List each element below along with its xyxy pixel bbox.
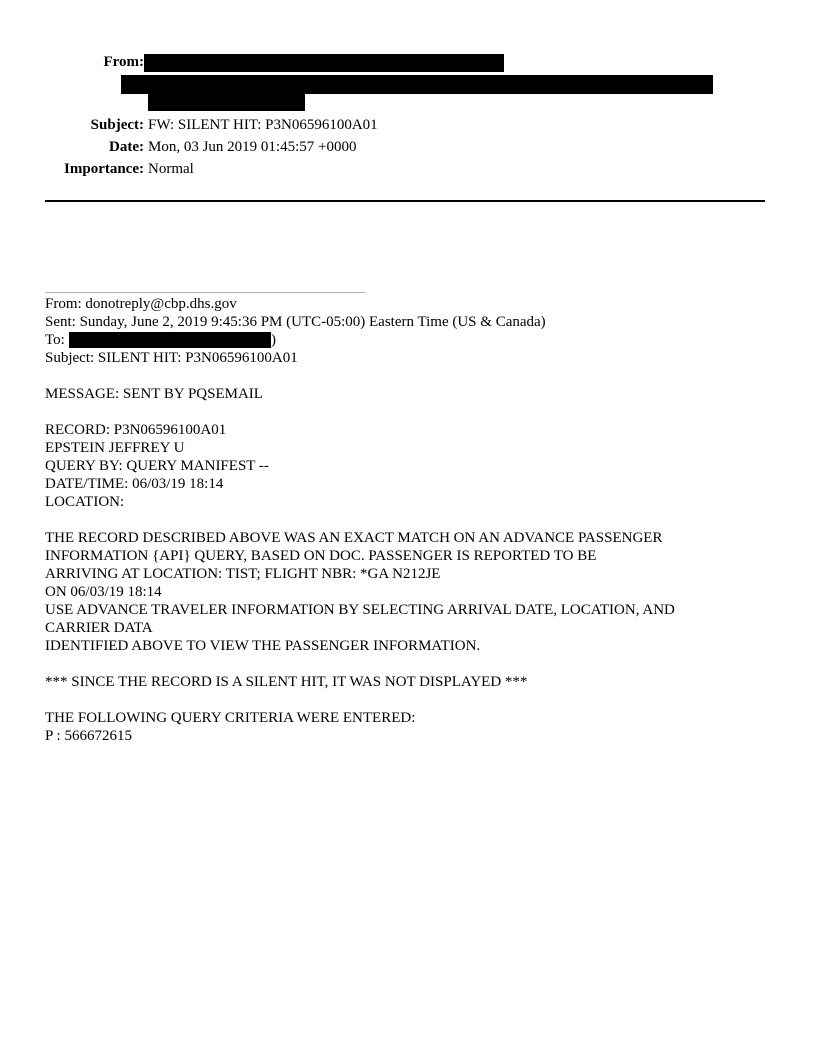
subject-value: FW: SILENT HIT: P3N06596100A01 — [148, 117, 378, 133]
original-subject: Subject: SILENT HIT: P3N06596100A01 — [45, 350, 298, 366]
paragraph-line-3: ARRIVING AT LOCATION: TIST; FLIGHT NBR: *GA N212JE — [45, 566, 441, 582]
header-divider — [45, 200, 765, 202]
datetime-line: DATE/TIME: 06/03/19 18:14 — [45, 476, 224, 492]
subject-label: Subject: — [90, 117, 144, 133]
to-suffix: ) — [271, 332, 276, 348]
record-line: RECORD: P3N06596100A01 — [45, 422, 227, 438]
name-line: EPSTEIN JEFFREY U — [45, 440, 185, 456]
from-label: From: — [103, 54, 144, 70]
redacted-from-line-2 — [121, 75, 713, 94]
silent-hit-notice: *** SINCE THE RECORD IS A SILENT HIT, IT WAS NOT DISPLAYED *** — [45, 674, 528, 690]
message-sent-by: MESSAGE: SENT BY PQSEMAIL — [45, 386, 263, 402]
location-line: LOCATION: — [45, 494, 125, 510]
paragraph-line-5: USE ADVANCE TRAVELER INFORMATION BY SELECTING ARRIVAL DATE, LOCATION, AND — [45, 602, 675, 618]
forward-divider — [45, 292, 365, 293]
paragraph-line-7: IDENTIFIED ABOVE TO VIEW THE PASSENGER INFORMATION. — [45, 638, 481, 654]
to-label: To: — [45, 332, 65, 348]
paragraph-line-2: INFORMATION {API} QUERY, BASED ON DOC. PASSENGER IS REPORTED TO BE — [45, 548, 597, 564]
redacted-from-line-3 — [148, 94, 305, 111]
query-by-line: QUERY BY: QUERY MANIFEST -- — [45, 458, 269, 474]
criteria-value: P : 566672615 — [45, 728, 132, 744]
original-from: From: donotreply@cbp.dhs.gov — [45, 296, 237, 312]
redacted-from-line-1 — [144, 54, 504, 72]
paragraph-line-4: ON 06/03/19 18:14 — [45, 584, 162, 600]
importance-value: Normal — [148, 161, 194, 177]
criteria-heading: THE FOLLOWING QUERY CRITERIA WERE ENTERED: — [45, 710, 416, 726]
redacted-to-recipient — [69, 332, 271, 348]
paragraph-line-1: THE RECORD DESCRIBED ABOVE WAS AN EXACT MATCH ON AN ADVANCE PASSENGER — [45, 530, 663, 546]
paragraph-line-6: CARRIER DATA — [45, 620, 153, 636]
date-value: Mon, 03 Jun 2019 01:45:57 +0000 — [148, 139, 357, 155]
date-label: Date: — [109, 139, 144, 155]
original-sent: Sent: Sunday, June 2, 2019 9:45:36 PM (UTC-05:00) Eastern Time (US & Canada) — [45, 314, 546, 330]
importance-label: Importance: — [64, 161, 144, 177]
